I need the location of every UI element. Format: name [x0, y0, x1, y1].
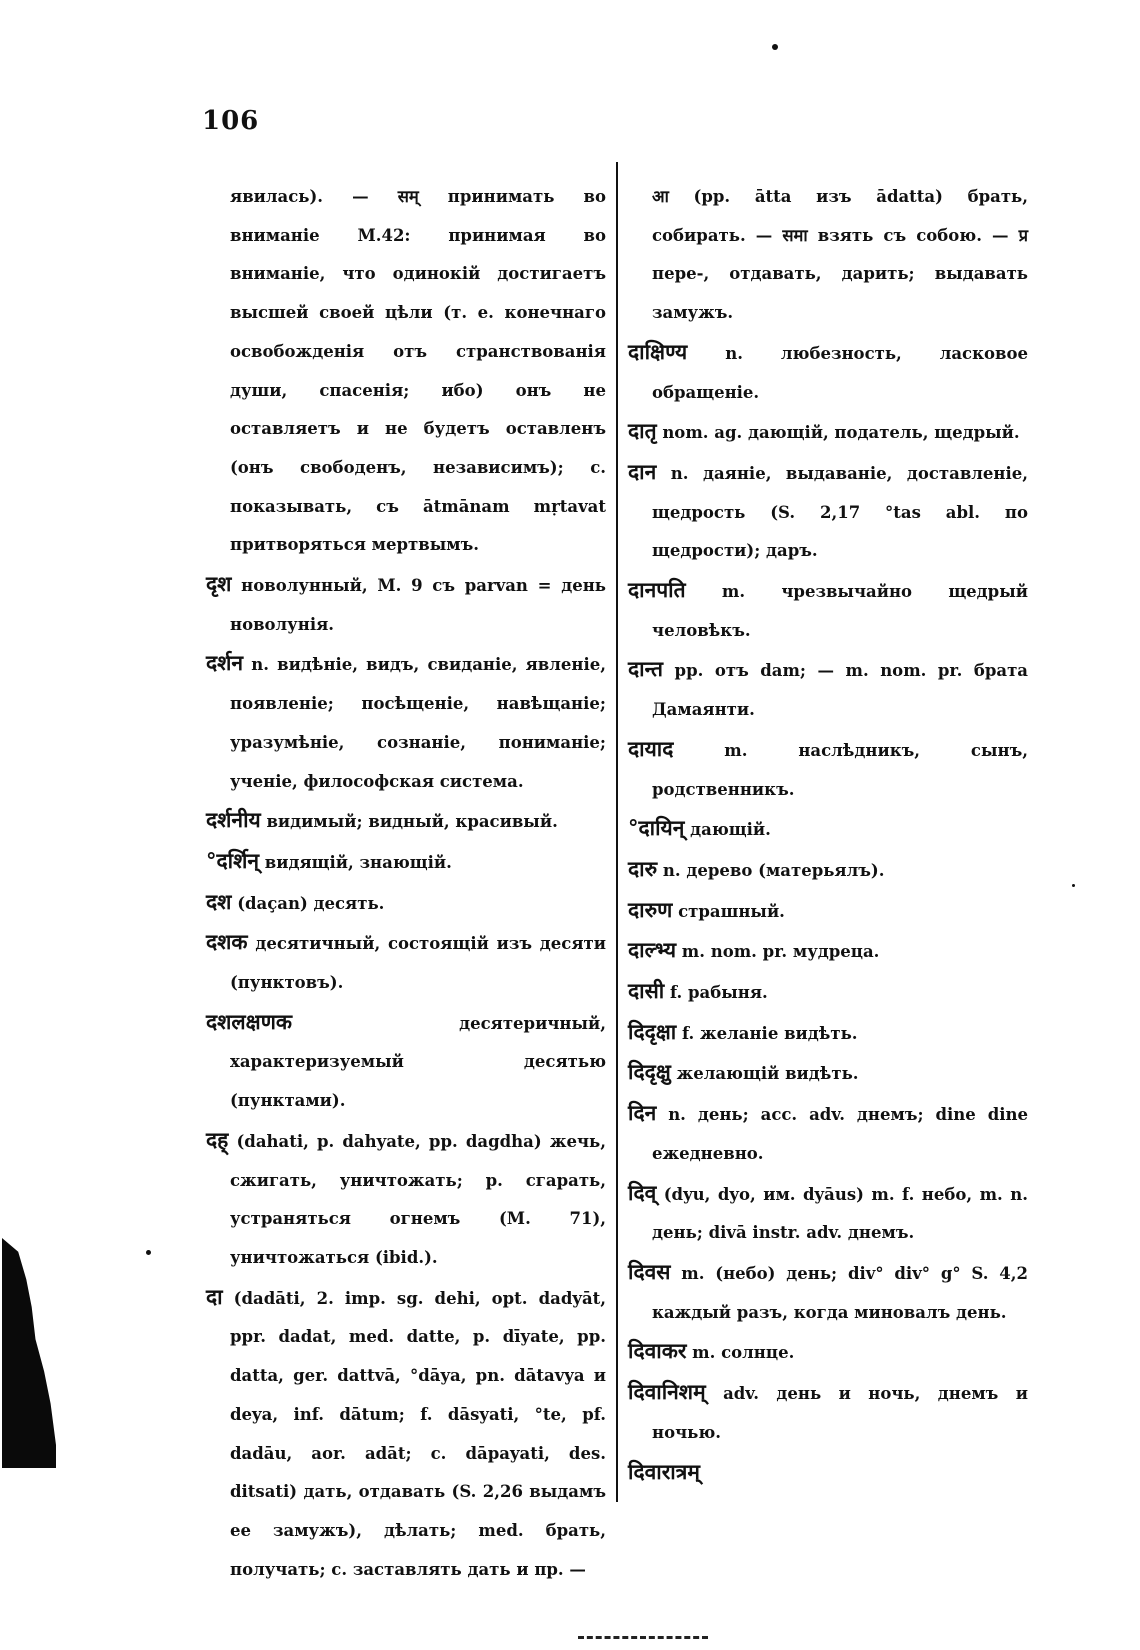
entry-headword: दृश	[206, 572, 232, 597]
entry-headword: दिन	[628, 1101, 657, 1126]
entry-headword: दान्त	[628, 657, 664, 682]
entry-headword: °दायिन्	[628, 816, 685, 841]
dictionary-entry	[628, 891, 1028, 932]
entry-definition: видимый; видный, красивый.	[266, 812, 558, 832]
dictionary-entry	[206, 883, 606, 924]
dictionary-entry	[628, 1174, 1028, 1253]
dictionary-entry	[628, 333, 1028, 412]
entry-definition: pp. отъ dam; — m. nom. pr. брата Дамаянти.	[652, 661, 1028, 720]
dictionary-entry	[628, 850, 1028, 891]
entry-definition: f. рабыня.	[669, 983, 768, 1003]
dictionary-entry	[628, 931, 1028, 972]
entry-definition: (dadāti, 2. imp. sg. dehi, opt. dadyāt, ppr. dadat, med. datte, p. dīyate, pp. datta, ger. dattvā, °dāya, pn. dātavya и deya, inf. dātum; f. dāsyati, °te, pf. dadāu, aor. adāt; c. dāpayati, des. ditsati) дать, отдавать (S. 2,26 выдамъ ее замужъ), дѣлать; med. брать, получать; c. заставлять дать и пр. —	[230, 1288, 607, 1579]
dictionary-entry	[628, 1013, 1028, 1054]
entry-headword: दारुण	[628, 897, 673, 922]
entry-headword: दर्शनीय	[206, 808, 261, 833]
entry-headword: दह्	[206, 1127, 229, 1152]
dictionary-entry	[628, 809, 1028, 850]
dictionary-entry	[628, 571, 1028, 650]
scan-smudge	[578, 1636, 708, 1649]
dictionary-entry	[628, 1332, 1028, 1373]
column-divider	[616, 162, 618, 1502]
dictionary-entry	[628, 972, 1028, 1013]
entry-definition: (daçan) десять.	[237, 893, 385, 913]
scan-dot	[1072, 884, 1075, 887]
entry-headword: दिवाकर	[628, 1339, 687, 1364]
entry-definition: (dyu, dyo, им. dyāus) m. f. небо, m. n. день; divā instr. adv. днемъ.	[652, 1184, 1028, 1243]
dictionary-entry	[628, 650, 1028, 729]
page-number: 106	[202, 106, 260, 136]
entry-headword: दिवानिशम्	[628, 1380, 706, 1405]
entry-definition: явилась). — सम् принимать во вниманіе M.42: принимая во вниманіе, что одинокій достигаетъ высшей своей цѣли (т. е. конечнаго освобожденія отъ странствованія души, спасенія; ибо) онъ не оставляетъ и не будетъ оставленъ (онъ свободенъ, независимъ); c. показывать, съ ātmānam mṛtavat притворяться мертвымъ.	[230, 187, 606, 555]
entry-headword: दासी	[628, 979, 665, 1004]
dictionary-entry	[628, 178, 1028, 333]
entry-headword: दशक	[206, 930, 248, 955]
dictionary-entry	[206, 565, 606, 644]
scan-dot	[772, 44, 778, 50]
entry-headword: दानपति	[628, 578, 686, 603]
entry-definition: страшный.	[678, 901, 785, 921]
dictionary-entry	[206, 1278, 606, 1590]
entry-definition: m. наслѣдникъ, сынъ, родственникъ.	[652, 740, 1028, 799]
entry-definition: n. даяніе, выдаваніе, доставленіе, щедрость (S. 2,17 °tas abl. по щедрости); даръ.	[652, 463, 1028, 561]
entry-headword: दाक्षिण्य	[628, 339, 688, 364]
dictionary-entry	[628, 412, 1028, 453]
entry-definition: новолунный, M. 9 съ parvan = день новолунія.	[230, 576, 606, 634]
dictionary-entry	[206, 801, 606, 842]
dictionary-entry	[628, 1094, 1028, 1173]
dictionary-entry	[206, 178, 606, 565]
entry-definition: m. чрезвычайно щедрый человѣкъ.	[652, 582, 1028, 640]
entry-definition: m. (небо) день; div° div° g° S. 4,2 каждый разъ, когда миновалъ день.	[652, 1263, 1029, 1322]
entry-definition: десятичный, состоящій изъ десяти (пунктовъ).	[230, 934, 606, 993]
entry-headword: °दर्शिन्	[206, 848, 260, 873]
entry-definition: n. день; acc. adv. днемъ; dine dine ежедневно.	[652, 1105, 1029, 1163]
entry-definition: m. солнце.	[692, 1343, 795, 1363]
entry-definition: m. nom. pr. мудреца.	[681, 942, 880, 962]
entry-definition: n. дерево (матерьялъ).	[662, 860, 885, 880]
dictionary-entry	[206, 842, 606, 883]
entry-headword: दातृ	[628, 419, 657, 444]
dictionary-entry	[206, 644, 606, 801]
entry-headword: दिदृक्षा	[628, 1019, 677, 1044]
dictionary-entry	[628, 1373, 1028, 1452]
entry-headword: दा	[206, 1284, 223, 1309]
entry-definition: дающій.	[690, 820, 771, 840]
right-column	[628, 178, 1028, 1493]
entry-headword: दायाद	[628, 736, 674, 761]
entry-definition: желающій видѣть.	[676, 1064, 859, 1084]
entry-headword: दिवस	[628, 1259, 671, 1284]
scan-smudge	[2, 1238, 56, 1468]
dictionary-entry	[628, 1453, 1028, 1494]
entry-definition: adv. день и ночь, днемъ и ночью.	[652, 1384, 1028, 1442]
entry-definition: n. видѣніе, видъ, свиданіе, явленіе, появленіе; посѣщеніе, навѣщаніе; уразумѣніе, сознаніе, пониманіе; ученіе, философская система.	[230, 655, 606, 791]
entry-definition: nom. ag. дающій, податель, щедрый.	[662, 423, 1020, 443]
dictionary-entry	[628, 1053, 1028, 1094]
entry-headword: दर्शन	[206, 651, 244, 676]
left-column	[206, 178, 606, 1589]
entry-definition: видящій, знающій.	[264, 852, 452, 872]
entry-headword: दश	[206, 889, 232, 914]
entry-definition: n. любезность, ласковое обращеніе.	[652, 343, 1028, 402]
dictionary-entry	[206, 1121, 606, 1278]
entry-definition: (dahati, p. dahyate, pp. dagdha) жечь, сжигать, уничтожать; p. сгарать, устраняться огнемъ (M. 71), уничтожаться (ibid.).	[230, 1131, 606, 1267]
entry-headword: दिदृक्षु	[628, 1060, 671, 1085]
entry-headword: दान	[628, 459, 657, 484]
dictionary-entry	[206, 1003, 606, 1121]
entry-headword: दाल्भ्य	[628, 938, 677, 963]
entry-definition: f. желаніе видѣть.	[682, 1023, 858, 1043]
entry-definition: десятеричный, характеризуемый десятью (пунктами).	[230, 1013, 606, 1111]
dictionary-entry	[206, 923, 606, 1002]
entry-headword: दिव्	[628, 1180, 657, 1205]
entry-headword: दिवारात्रम्	[628, 1459, 700, 1484]
dictionary-entry	[628, 453, 1028, 571]
scan-dot	[146, 1250, 151, 1255]
entry-definition: आ (pp. ātta изъ ādatta) брать, собирать. — समा взять съ собою. — प्र пере-, отдавать, дарить; выдавать замужъ.	[652, 187, 1028, 323]
dictionary-entry	[628, 1253, 1028, 1332]
dictionary-entry	[628, 730, 1028, 809]
entry-headword: दशलक्षणक	[206, 1009, 293, 1034]
entry-headword: दारु	[628, 856, 658, 881]
